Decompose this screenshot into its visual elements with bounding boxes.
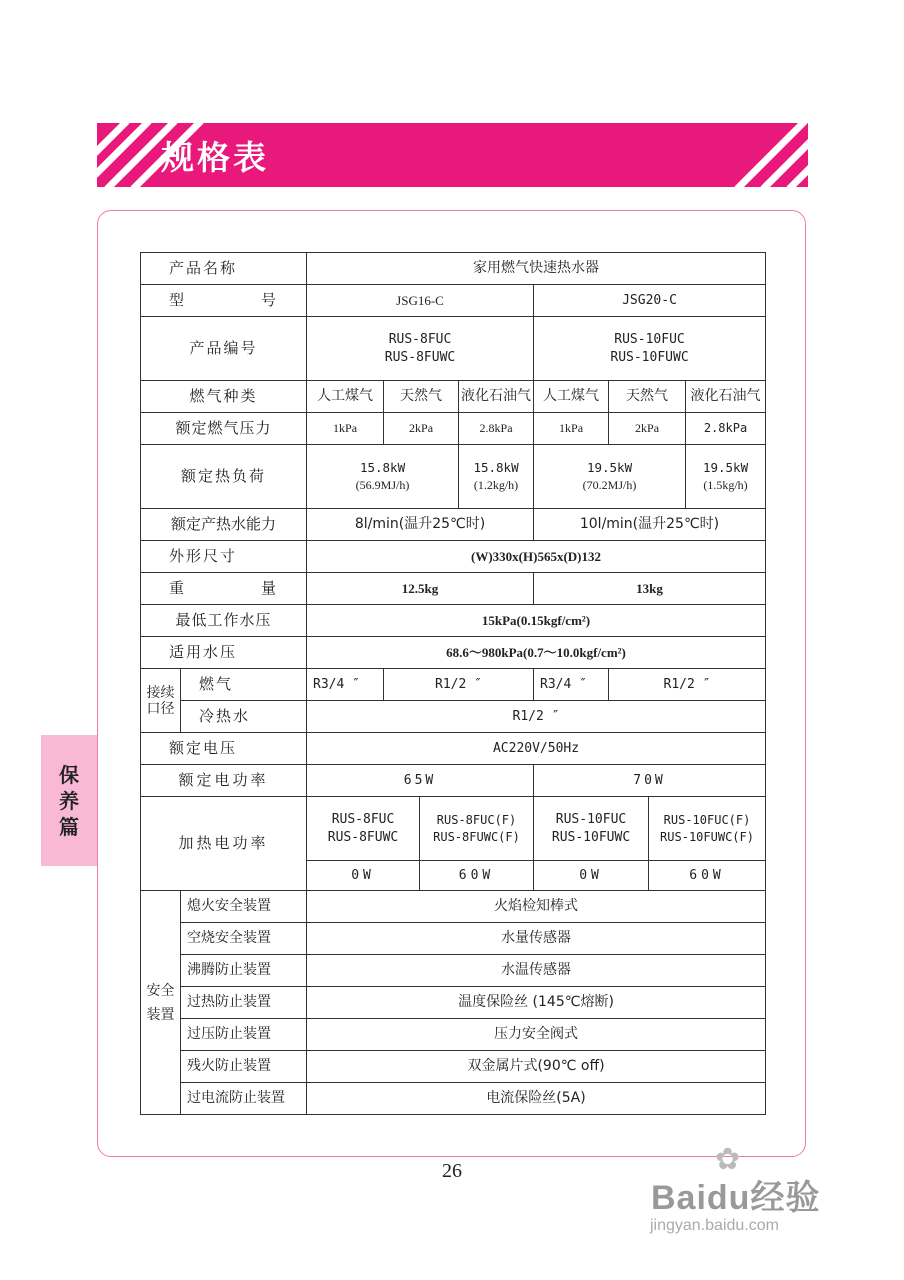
connection-gas-cell: R3/4 ″	[307, 669, 384, 701]
heating-model: RUS-10FUC	[555, 811, 627, 827]
connection-water-value: R1/2 ″	[307, 701, 766, 733]
product-code: RUS-10FUC	[614, 331, 685, 347]
table-row	[141, 509, 766, 541]
label-text: 产品名称	[169, 259, 238, 278]
heat-load-unit: (1.2kg/h)	[473, 477, 519, 492]
heat-load-cell	[307, 445, 459, 509]
gas-pressure-cell: 2.8kPa	[686, 413, 766, 445]
gas-type-cell: 天然气	[384, 381, 459, 413]
heating-model-cell	[649, 797, 766, 861]
table-row	[141, 253, 766, 285]
gas-pressure-cell: 1kPa	[534, 413, 609, 445]
watermark-url: jingyan.baidu.com	[650, 1217, 779, 1234]
heat-load-unit: (56.9MJ/h)	[355, 477, 410, 492]
table-row	[141, 413, 766, 445]
table-row	[141, 573, 766, 605]
row-label: 产品编号	[141, 317, 307, 381]
heating-power-value: 60W	[420, 861, 534, 891]
power-value: 70W	[534, 765, 766, 797]
connection-group-label	[141, 669, 181, 733]
table-row	[141, 987, 766, 1019]
table-row	[141, 317, 766, 381]
heating-model-cell	[534, 797, 649, 861]
heat-load-unit: (1.5kg/h)	[703, 477, 748, 492]
table-row	[141, 765, 766, 797]
page-title: 规格表	[161, 138, 269, 177]
table-row	[141, 669, 766, 701]
weight-value: 13kg	[534, 573, 766, 605]
table-row	[141, 637, 766, 669]
row-label	[141, 733, 307, 765]
safety-item-label: 熄火安全装置	[181, 891, 307, 923]
water-pressure-value: 68.6～980kPa(0.7～10.0kgf/cm²)	[307, 637, 766, 669]
label-text: 燃气	[199, 675, 234, 694]
row-label: 最低工作水压	[141, 605, 307, 637]
label-text: 号	[261, 291, 279, 310]
gas-pressure-cell: 2kPa	[609, 413, 686, 445]
gas-type-cell: 人工煤气	[307, 381, 384, 413]
safety-item-label: 空烧安全装置	[181, 923, 307, 955]
group-label-text: 安全装置	[146, 982, 175, 1023]
spec-table	[140, 252, 766, 1115]
heat-load-kw: 19.5kW	[586, 459, 633, 475]
heating-model: RUS-10FUC(F)	[663, 813, 751, 828]
label-text: 量	[261, 579, 279, 598]
model-value: JSG16-C	[307, 285, 534, 317]
row-label: 额定电功率	[141, 765, 307, 797]
group-label-text: 接续口径	[146, 684, 175, 717]
watermark-brand: Baidu经验	[651, 1179, 821, 1217]
heating-model-cell	[307, 797, 420, 861]
table-row	[141, 445, 766, 509]
weight-value: 12.5kg	[307, 573, 534, 605]
table-row	[141, 605, 766, 637]
connection-gas-cell: R1/2 ″	[384, 669, 534, 701]
row-label: 燃气种类	[141, 381, 307, 413]
safety-item-label: 过压防止装置	[181, 1019, 307, 1051]
product-code: RUS-8FUC	[388, 331, 452, 347]
safety-item-value: 压力安全阀式	[307, 1019, 766, 1051]
heat-load-kw: 19.5kW	[702, 459, 749, 475]
safety-item-value: 水量传感器	[307, 923, 766, 955]
heating-model: RUS-8FUWC(F)	[433, 829, 520, 844]
table-row	[141, 1019, 766, 1051]
connection-gas-cell: R3/4 ″	[534, 669, 609, 701]
row-label	[141, 637, 307, 669]
voltage-value: AC220V/50Hz	[307, 733, 766, 765]
power-value: 65W	[307, 765, 534, 797]
safety-item-value: 水温传感器	[307, 955, 766, 987]
heating-power-value: 0W	[307, 861, 420, 891]
label-text: 冷热水	[199, 707, 251, 726]
label-text: 额定电压	[169, 739, 238, 758]
gas-pressure-cell: 2.8kPa	[459, 413, 534, 445]
heating-model: RUS-8FUWC	[327, 829, 399, 845]
label-text: 适用水压	[169, 643, 238, 662]
label-text: 重	[169, 579, 187, 598]
safety-item-value: 火焰检知棒式	[307, 891, 766, 923]
title-banner	[97, 123, 808, 187]
table-row	[141, 381, 766, 413]
row-label: 额定燃气压力	[141, 413, 307, 445]
safety-item-label: 过热防止装置	[181, 987, 307, 1019]
table-row	[141, 541, 766, 573]
heating-model: RUS-10FUWC(F)	[660, 829, 754, 844]
safety-group-label	[141, 891, 181, 1115]
label-text: 外形尺寸	[169, 547, 238, 566]
hot-water-value: 8l/min(温升25℃时)	[307, 509, 534, 541]
hot-water-value: 10l/min(温升25℃时)	[534, 509, 766, 541]
heat-load-cell	[534, 445, 686, 509]
row-label	[141, 541, 307, 573]
gas-pressure-cell: 1kPa	[307, 413, 384, 445]
min-water-pressure-value: 15kPa(0.15kgf/cm²)	[307, 605, 766, 637]
heating-power-value: 60W	[649, 861, 766, 891]
heating-model: RUS-8FUC	[331, 811, 395, 827]
gas-type-cell: 天然气	[609, 381, 686, 413]
table-row	[141, 923, 766, 955]
row-label	[181, 669, 307, 701]
heat-load-kw: 15.8kW	[359, 459, 406, 475]
gas-type-cell: 人工煤气	[534, 381, 609, 413]
side-tab-char: 养	[59, 789, 79, 813]
page-number: 26	[442, 1160, 462, 1182]
table-row	[141, 733, 766, 765]
product-code: RUS-8FUWC	[384, 349, 456, 365]
gas-pressure-cell: 2kPa	[384, 413, 459, 445]
table-row	[141, 285, 766, 317]
product-code-cell	[307, 317, 534, 381]
heat-load-cell	[686, 445, 766, 509]
product-code-cell	[534, 317, 766, 381]
row-label	[181, 701, 307, 733]
safety-item-label: 过电流防止装置	[181, 1083, 307, 1115]
heating-model: RUS-8FUC(F)	[436, 813, 517, 828]
row-label: 额定热负荷	[141, 445, 307, 509]
label-text: 型	[169, 291, 187, 310]
heating-power-value: 0W	[534, 861, 649, 891]
connection-gas-cell: R1/2 ″	[609, 669, 766, 701]
safety-item-value: 温度保险丝 (145℃熔断)	[307, 987, 766, 1019]
model-value: JSG20-C	[534, 285, 766, 317]
table-row	[141, 1051, 766, 1083]
heat-load-unit: (70.2MJ/h)	[582, 477, 637, 492]
product-name-value: 家用燃气快速热水器	[307, 253, 766, 285]
gas-type-cell: 液化石油气	[459, 381, 534, 413]
table-row	[141, 1083, 766, 1115]
table-row	[141, 701, 766, 733]
row-label	[141, 285, 307, 317]
safety-item-value: 电流保险丝(5A)	[307, 1083, 766, 1115]
row-label: 加热电功率	[141, 797, 307, 891]
heat-load-cell	[459, 445, 534, 509]
heating-model: RUS-10FUWC	[551, 829, 631, 845]
safety-item-label: 沸腾防止装置	[181, 955, 307, 987]
table-row	[141, 797, 766, 861]
dimensions-value: (W)330x(H)565x(D)132	[307, 541, 766, 573]
section-side-tab	[41, 735, 97, 866]
safety-item-value: 双金属片式(90℃ off)	[307, 1051, 766, 1083]
side-tab-char: 保	[59, 763, 79, 787]
side-tab-char: 篇	[59, 815, 79, 839]
row-label: 额定产热水能力	[141, 509, 307, 541]
gas-type-cell: 液化石油气	[686, 381, 766, 413]
row-label	[141, 573, 307, 605]
heat-load-kw: 15.8kW	[473, 459, 519, 475]
heating-model-cell	[420, 797, 534, 861]
product-code: RUS-10FUWC	[610, 349, 689, 365]
row-label	[141, 253, 307, 285]
table-row	[141, 891, 766, 923]
paw-logo-icon: ✿	[715, 1142, 741, 1177]
table-row	[141, 955, 766, 987]
safety-item-label: 残火防止装置	[181, 1051, 307, 1083]
